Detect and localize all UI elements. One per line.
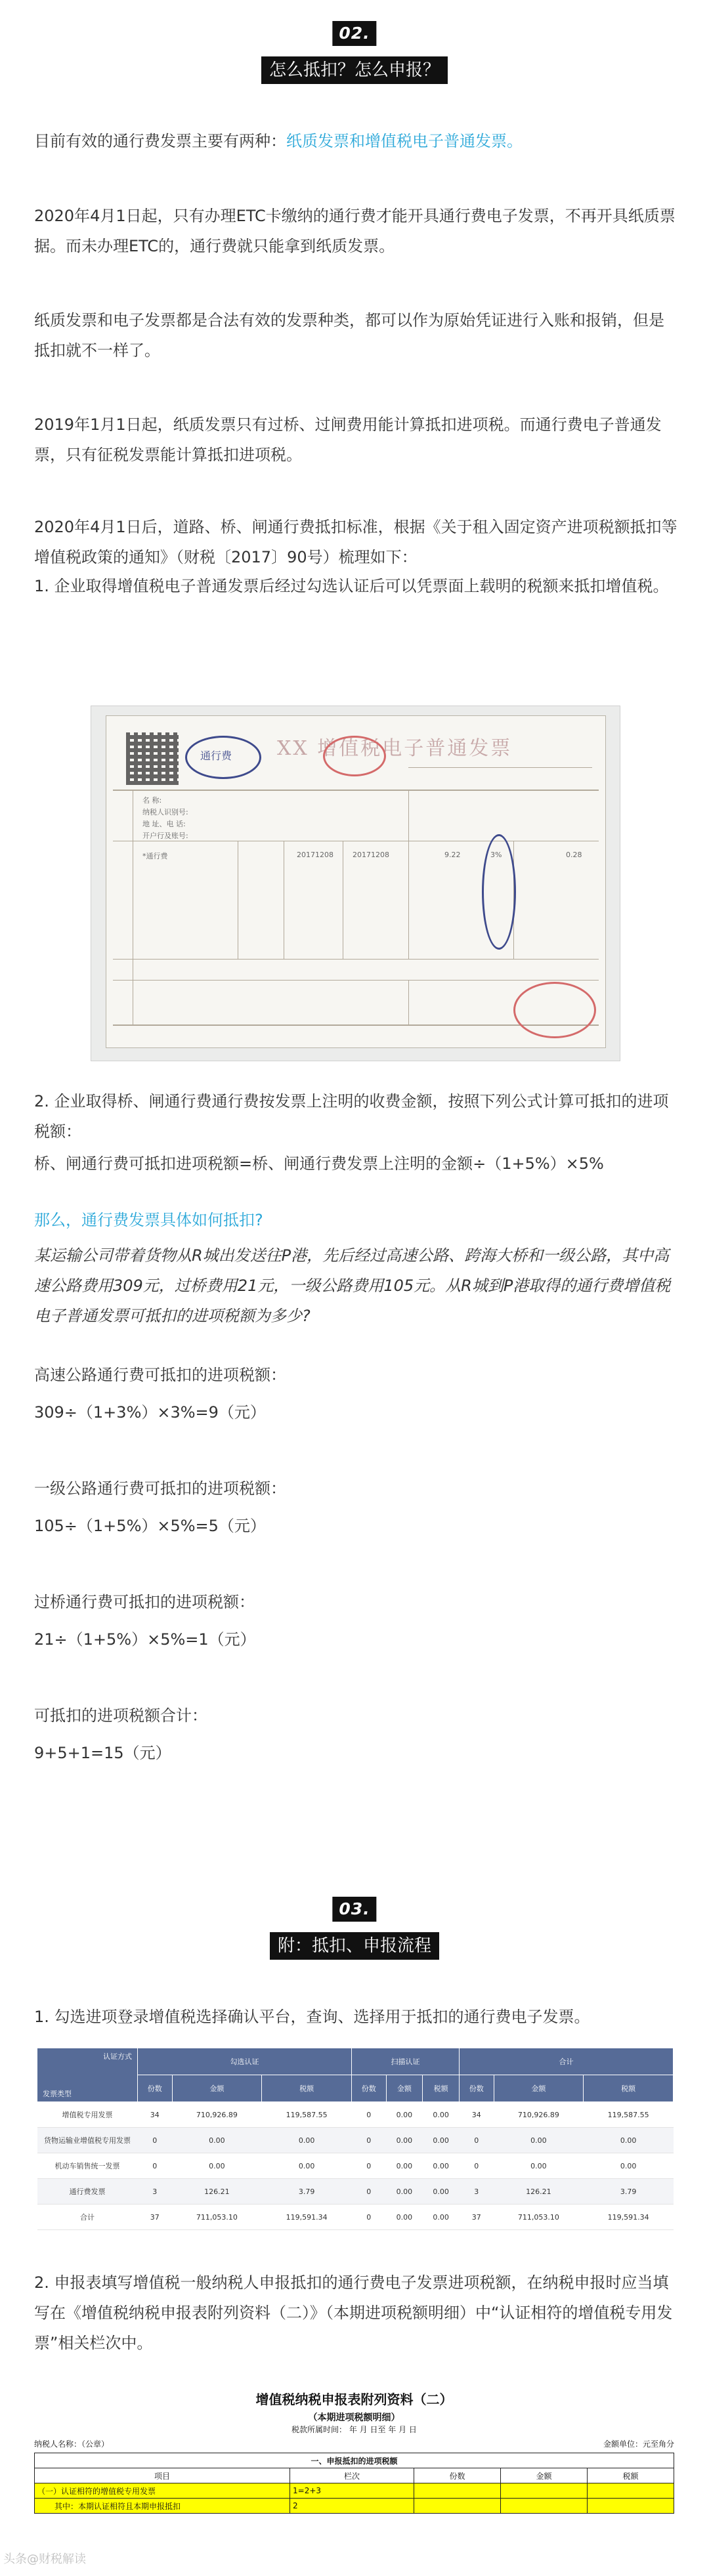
qr-code-icon	[126, 732, 179, 785]
table-cell: 119,587.55	[262, 2102, 352, 2128]
row-label-cell: 通行费发票	[37, 2179, 138, 2205]
watermark: 头条@财税解读	[3, 2552, 86, 2566]
invoice-rule	[113, 980, 599, 981]
red-seal-bottom	[513, 982, 596, 1038]
form-row2-count	[414, 2499, 501, 2514]
table-cell: 0.00	[262, 2153, 352, 2179]
paragraph-invoice-types: 目前有效的通行费发票主要有两种：纸质发票和增值税电子普通发票。	[34, 132, 523, 150]
table-cell: 119,591.34	[584, 2205, 674, 2230]
table-cell: 0.00	[423, 2102, 460, 2128]
table-cell: 0.00	[386, 2153, 423, 2179]
table-cell: 126.21	[172, 2179, 262, 2205]
section-heading: 附：抵扣、申报流程	[270, 1932, 439, 1960]
section-number-badge: 02.	[332, 21, 376, 46]
invoice-date-end: 20171208	[353, 851, 389, 859]
row-label-cell: 增值税专用发票	[37, 2102, 138, 2128]
form-row2-tax	[588, 2499, 674, 2514]
declaration-form-image	[34, 2389, 674, 2514]
invoice-date-start: 20171208	[297, 851, 333, 859]
form-row2-line: 2	[290, 2499, 414, 2514]
table-cell: 0.00	[172, 2128, 262, 2153]
form-row1-count	[414, 2483, 501, 2499]
form-head-line: 栏次	[290, 2468, 414, 2483]
table-cell: 119,591.34	[262, 2205, 352, 2230]
form-period: 税款所属时间： 年 月 日至 年 月 日	[291, 2425, 417, 2434]
table-cell: 0	[138, 2153, 173, 2179]
table-cell: 0.00	[494, 2128, 584, 2153]
form-row2-amount	[501, 2499, 588, 2514]
paragraph-rule-1: 1. 企业取得增值税电子普通发票后经过勾选认证后可以凭票面上载明的税额来抵扣增值税。	[34, 577, 669, 595]
table-cell: 0.00	[386, 2205, 423, 2230]
table-corner-header: 认证方式 发票类型	[37, 2048, 138, 2102]
calc-bridge-value: 21÷（1+5%）×5%=1（元）	[34, 1630, 256, 1649]
invoice-rule	[113, 790, 599, 791]
row-label-cell: 合计	[37, 2205, 138, 2230]
table-cell: 0	[351, 2102, 386, 2128]
table-cell: 0	[460, 2128, 494, 2153]
invoice-rule	[408, 767, 592, 768]
calc-bridge-label: 过桥通行费可抵扣的进项税额：	[34, 1593, 255, 1611]
table-cell: 34	[138, 2102, 173, 2128]
table-cell: 126.21	[494, 2179, 584, 2205]
paragraph-formula: 桥、闸通行费可抵扣进项税额=桥、闸通行费发票上注明的金额÷（1+5%）×5%	[34, 1154, 604, 1173]
highlight-invoice-types: 纸质发票和增值税电子普通发票。	[286, 132, 523, 150]
paragraph-etc: 2020年4月1日起，只有办理ETC卡缴纳的通行费才能开具通行费电子发票，不再开具纸质票据。而未办理ETC的，通行费就只能拿到纸质发票。	[34, 207, 676, 255]
form-row1-amount	[501, 2483, 588, 2499]
table-cell: 0.00	[423, 2205, 460, 2230]
paragraph-legal-validity: 纸质发票和电子发票都是合法有效的发票种类，都可以作为原始凭证进行入账和报销，但是抵扣就不一样了。	[34, 311, 664, 360]
step-1-text: 1. 勾选进项登录增值税选择确认平台，查询、选择用于抵扣的通行费电子发票。	[34, 2008, 590, 2026]
paragraph-rule-2: 2. 企业取得桥、闸通行费通行费按发票上注明的收费金额，按照下列公式计算可抵扣的进项税额：	[34, 1092, 669, 1141]
paragraph-2019-rule: 2019年1月1日起，纸质发票只有过桥、过闸费用能计算抵扣进项税。而通行费电子普通发票，只有征税发票能计算抵扣进项税。	[34, 415, 662, 464]
section-heading: 怎么抵扣？怎么申报？	[261, 56, 448, 84]
table-cell: 0.00	[172, 2153, 262, 2179]
invoice-title: XX 增值税电子普通发票	[277, 737, 513, 760]
table-cell: 0.00	[494, 2153, 584, 2179]
invoice-item-name: *通行费	[142, 852, 168, 860]
invoice-tax-rate: 3%	[490, 851, 502, 859]
table-cell: 711,053.10	[172, 2205, 262, 2230]
invoice-rule	[408, 980, 409, 1024]
tax-rate-circle	[482, 834, 516, 950]
table-cell: 0.00	[423, 2153, 460, 2179]
subcol-amount: 金额	[386, 2075, 423, 2102]
subcol-tax: 税额	[423, 2075, 460, 2102]
table-cell: 0.00	[584, 2128, 674, 2153]
table-row	[37, 2102, 674, 2128]
group-header-check: 勾选认证	[138, 2048, 352, 2075]
table-cell: 710,926.89	[172, 2102, 262, 2128]
form-row1-item: （一）认证相符的增值税专用发票	[35, 2483, 290, 2499]
table-cell: 37	[138, 2205, 173, 2230]
table-row	[37, 2205, 674, 2230]
table-row	[37, 2153, 674, 2179]
calc-class1-value: 105÷（1+5%）×5%=5（元）	[34, 1517, 266, 1535]
invoice-field-taxid: 纳税人识别号:	[142, 808, 188, 816]
table-cell: 0	[138, 2128, 173, 2153]
invoice-field-bank: 开户行及账号:	[142, 832, 188, 840]
form-table	[34, 2453, 674, 2514]
form-head-amount: 金额	[501, 2468, 588, 2483]
form-subtitle: （本期进项税额明细）	[308, 2413, 400, 2423]
form-row2-item: 其中：本期认证相符且本期申报抵扣	[35, 2499, 290, 2514]
subcol-tax: 税额	[584, 2075, 674, 2102]
invoice-amount-tax: 0.28	[566, 851, 582, 859]
invoice-sheet	[106, 715, 606, 1048]
table-cell: 34	[460, 2102, 494, 2128]
table-cell: 3	[460, 2179, 494, 2205]
calc-total-value: 9+5+1=15（元）	[34, 1744, 171, 1762]
invoice-rule	[408, 841, 409, 959]
table-cell: 711,053.10	[494, 2205, 584, 2230]
group-header-scan: 扫描认证	[351, 2048, 459, 2075]
subcol-count: 份数	[138, 2075, 173, 2102]
table-cell: 0.00	[262, 2128, 352, 2153]
calc-class1-label: 一级公路通行费可抵扣的进项税额：	[34, 1479, 286, 1498]
invoice-field-address: 地 址、电 话:	[142, 820, 186, 828]
form-row1-line: 1=2+3	[290, 2483, 414, 2499]
table-cell: 710,926.89	[494, 2102, 584, 2128]
invoice-rule	[408, 790, 409, 841]
table-cell: 0.00	[386, 2102, 423, 2128]
calc-highway-label: 高速公路通行费可抵扣的进项税额：	[34, 1366, 286, 1384]
table-cell: 0.00	[584, 2153, 674, 2179]
red-seal-top	[323, 736, 386, 776]
table-cell: 37	[460, 2205, 494, 2230]
table-row	[37, 2128, 674, 2153]
table-cell: 3	[138, 2179, 173, 2205]
form-head-item: 项目	[35, 2468, 290, 2483]
invoice-field-name: 名 称:	[142, 796, 162, 805]
table-cell: 0.00	[423, 2179, 460, 2205]
question-title: 那么，通行费发票具体如何抵扣?	[34, 1211, 263, 1229]
table-cell: 0	[351, 2128, 386, 2153]
invoice-amount-net: 9.22	[444, 851, 461, 859]
table-cell: 3.79	[584, 2179, 674, 2205]
paragraph-2020-rule: 2020年4月1日后，道路、桥、闸通行费抵扣标准，根据《关于租入固定资产进项税额抵扣等增值税政策的通知》（财税〔2017〕90号）梳理如下：	[34, 518, 677, 566]
subcol-count: 份数	[460, 2075, 494, 2102]
subcol-count: 份数	[351, 2075, 386, 2102]
row-label-cell: 货物运输业增值税专用发票	[37, 2128, 138, 2153]
invoice-rule	[113, 959, 599, 960]
form-unit: 金额单位：元至角分	[603, 2439, 674, 2449]
table-cell: 0.00	[423, 2128, 460, 2153]
table-cell: 3.79	[262, 2179, 352, 2205]
form-taxpayer: 纳税人名称：（公章）	[34, 2439, 110, 2449]
calc-total-label: 可抵扣的进项税额合计：	[34, 1706, 207, 1725]
table-cell: 0	[351, 2153, 386, 2179]
calc-highway-value: 309÷（1+3%）×3%=9（元）	[34, 1403, 266, 1422]
subcol-amount: 金额	[172, 2075, 262, 2102]
table-cell: 0	[351, 2179, 386, 2205]
form-head-tax: 税额	[588, 2468, 674, 2483]
form-head-count: 份数	[414, 2468, 501, 2483]
example-paragraph: 某运输公司带着货物从R城出发送往P港，先后经过高速公路、跨海大桥和一级公路，其中高速公路费用309元，过桥费用21元，一级公路费用105元。从R城到P港取得的通行费增值税电子普通发票可抵扣的进项税额为多少?	[34, 1246, 671, 1325]
step-2-text: 2. 申报表填写增值税一般纳税人申报抵扣的通行费电子发票进项税额，在纳税申报时应当填写在《增值税纳税申报表附列资料（二）》（本期进项税额明细）中“认证相符的增值税专用发票”相关栏次中。	[34, 2273, 673, 2352]
form-row1-tax	[588, 2483, 674, 2499]
form-meta-row	[34, 2438, 674, 2453]
table-cell: 0	[351, 2205, 386, 2230]
subcol-tax: 税额	[262, 2075, 352, 2102]
form-section-header: 一、申报抵扣的进项税额	[35, 2453, 674, 2468]
table-cell: 0.00	[386, 2128, 423, 2153]
table-cell: 0	[460, 2153, 494, 2179]
group-header-total: 合计	[460, 2048, 674, 2075]
verification-summary-table	[37, 2048, 674, 2230]
subcol-amount: 金额	[494, 2075, 584, 2102]
toll-stamp-label: 通行费	[200, 750, 232, 762]
form-title: 增值税纳税申报表附列资料（二）	[255, 2392, 453, 2407]
table-cell: 119,587.55	[584, 2102, 674, 2128]
section-number-badge: 03.	[332, 1897, 376, 1922]
table-cell: 0.00	[386, 2179, 423, 2205]
row-label-cell: 机动车销售统一发票	[37, 2153, 138, 2179]
invoice-image	[91, 706, 620, 1061]
table-row	[37, 2179, 674, 2205]
